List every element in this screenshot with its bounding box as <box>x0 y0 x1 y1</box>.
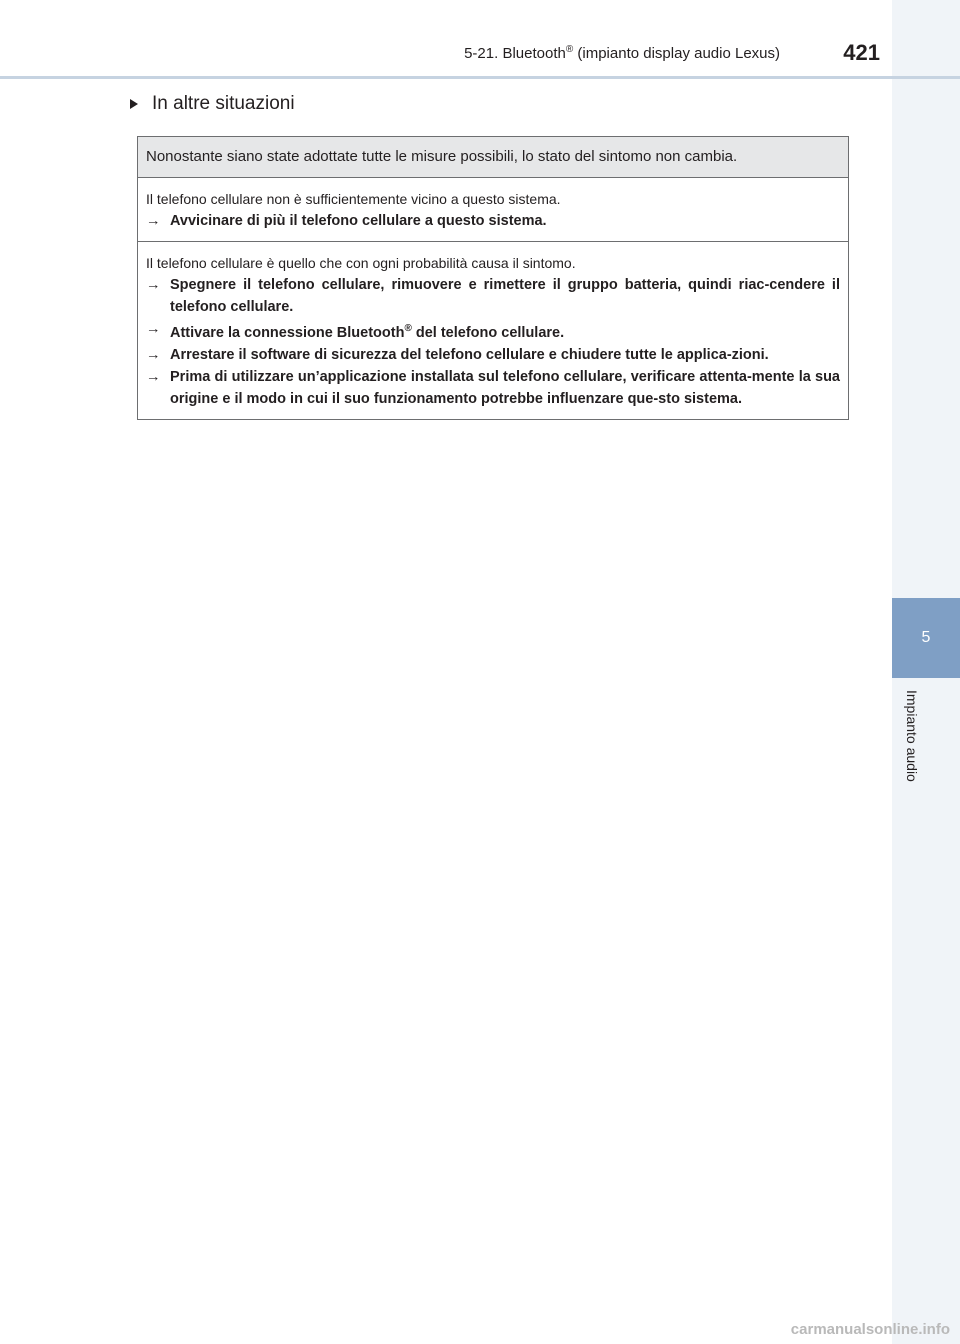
page-header <box>0 0 960 80</box>
chapter-tab[interactable]: 5 <box>892 598 960 678</box>
page-number: 421 <box>843 40 880 65</box>
remedy-text: Spegnere il telefono cellulare, rimuovere e rimettere il gruppo batteria, quindi riac-cendere il telefono cellulare. <box>170 277 840 315</box>
arrow-icon: → <box>146 277 161 293</box>
remedy-item <box>146 366 840 410</box>
triangle-bullet-icon <box>130 99 138 109</box>
cause-text: Il telefono cellulare è quello che con ogni probabilità causa il sintomo. <box>146 255 576 271</box>
arrow-icon: → <box>146 321 161 337</box>
arrow-icon: → <box>146 213 161 229</box>
arrow-icon: → <box>146 346 161 363</box>
troubleshooting-table <box>137 136 849 420</box>
arrow-icon: → <box>146 368 161 385</box>
section-heading-text: In altre situazioni <box>152 93 295 114</box>
chapter-tab-label: Impianto audio <box>904 690 920 782</box>
remedy-item <box>146 274 840 318</box>
chapter-title: 5-21. Bluetooth® (impianto display audio Lexus) <box>464 44 780 62</box>
table-row <box>138 242 848 419</box>
remedy-text: Attivare la connessione Bluetooth® del telefono cellulare. <box>170 323 565 341</box>
remedy-text: Arrestare il software di sicurezza del telefono cellulare e chiudere tutte le applica-zioni. <box>170 346 769 363</box>
section-heading <box>130 93 295 115</box>
cause-text: Il telefono cellulare non è sufficientemente vicino a questo sistema. <box>146 191 561 207</box>
table-header: Nonostante siano state adottate tutte le misure possibili, lo stato del sintomo non cambia. <box>138 137 848 178</box>
remedy-item <box>146 210 840 232</box>
remedy-item <box>146 344 840 366</box>
watermark: carmanualsonline.info <box>790 1321 950 1338</box>
remedy-text: Avvicinare di più il telefono cellulare a questo sistema. <box>170 213 547 229</box>
remedy-item <box>146 318 840 344</box>
table-row <box>138 178 848 242</box>
header-rule <box>0 76 960 79</box>
remedy-text: Prima di utilizzare un’applicazione installata sul telefono cellulare, verificare attenta-mente la sua origine e il modo in cui il suo funzionamento potrebbe influenzare que-sto sistema. <box>170 368 840 407</box>
